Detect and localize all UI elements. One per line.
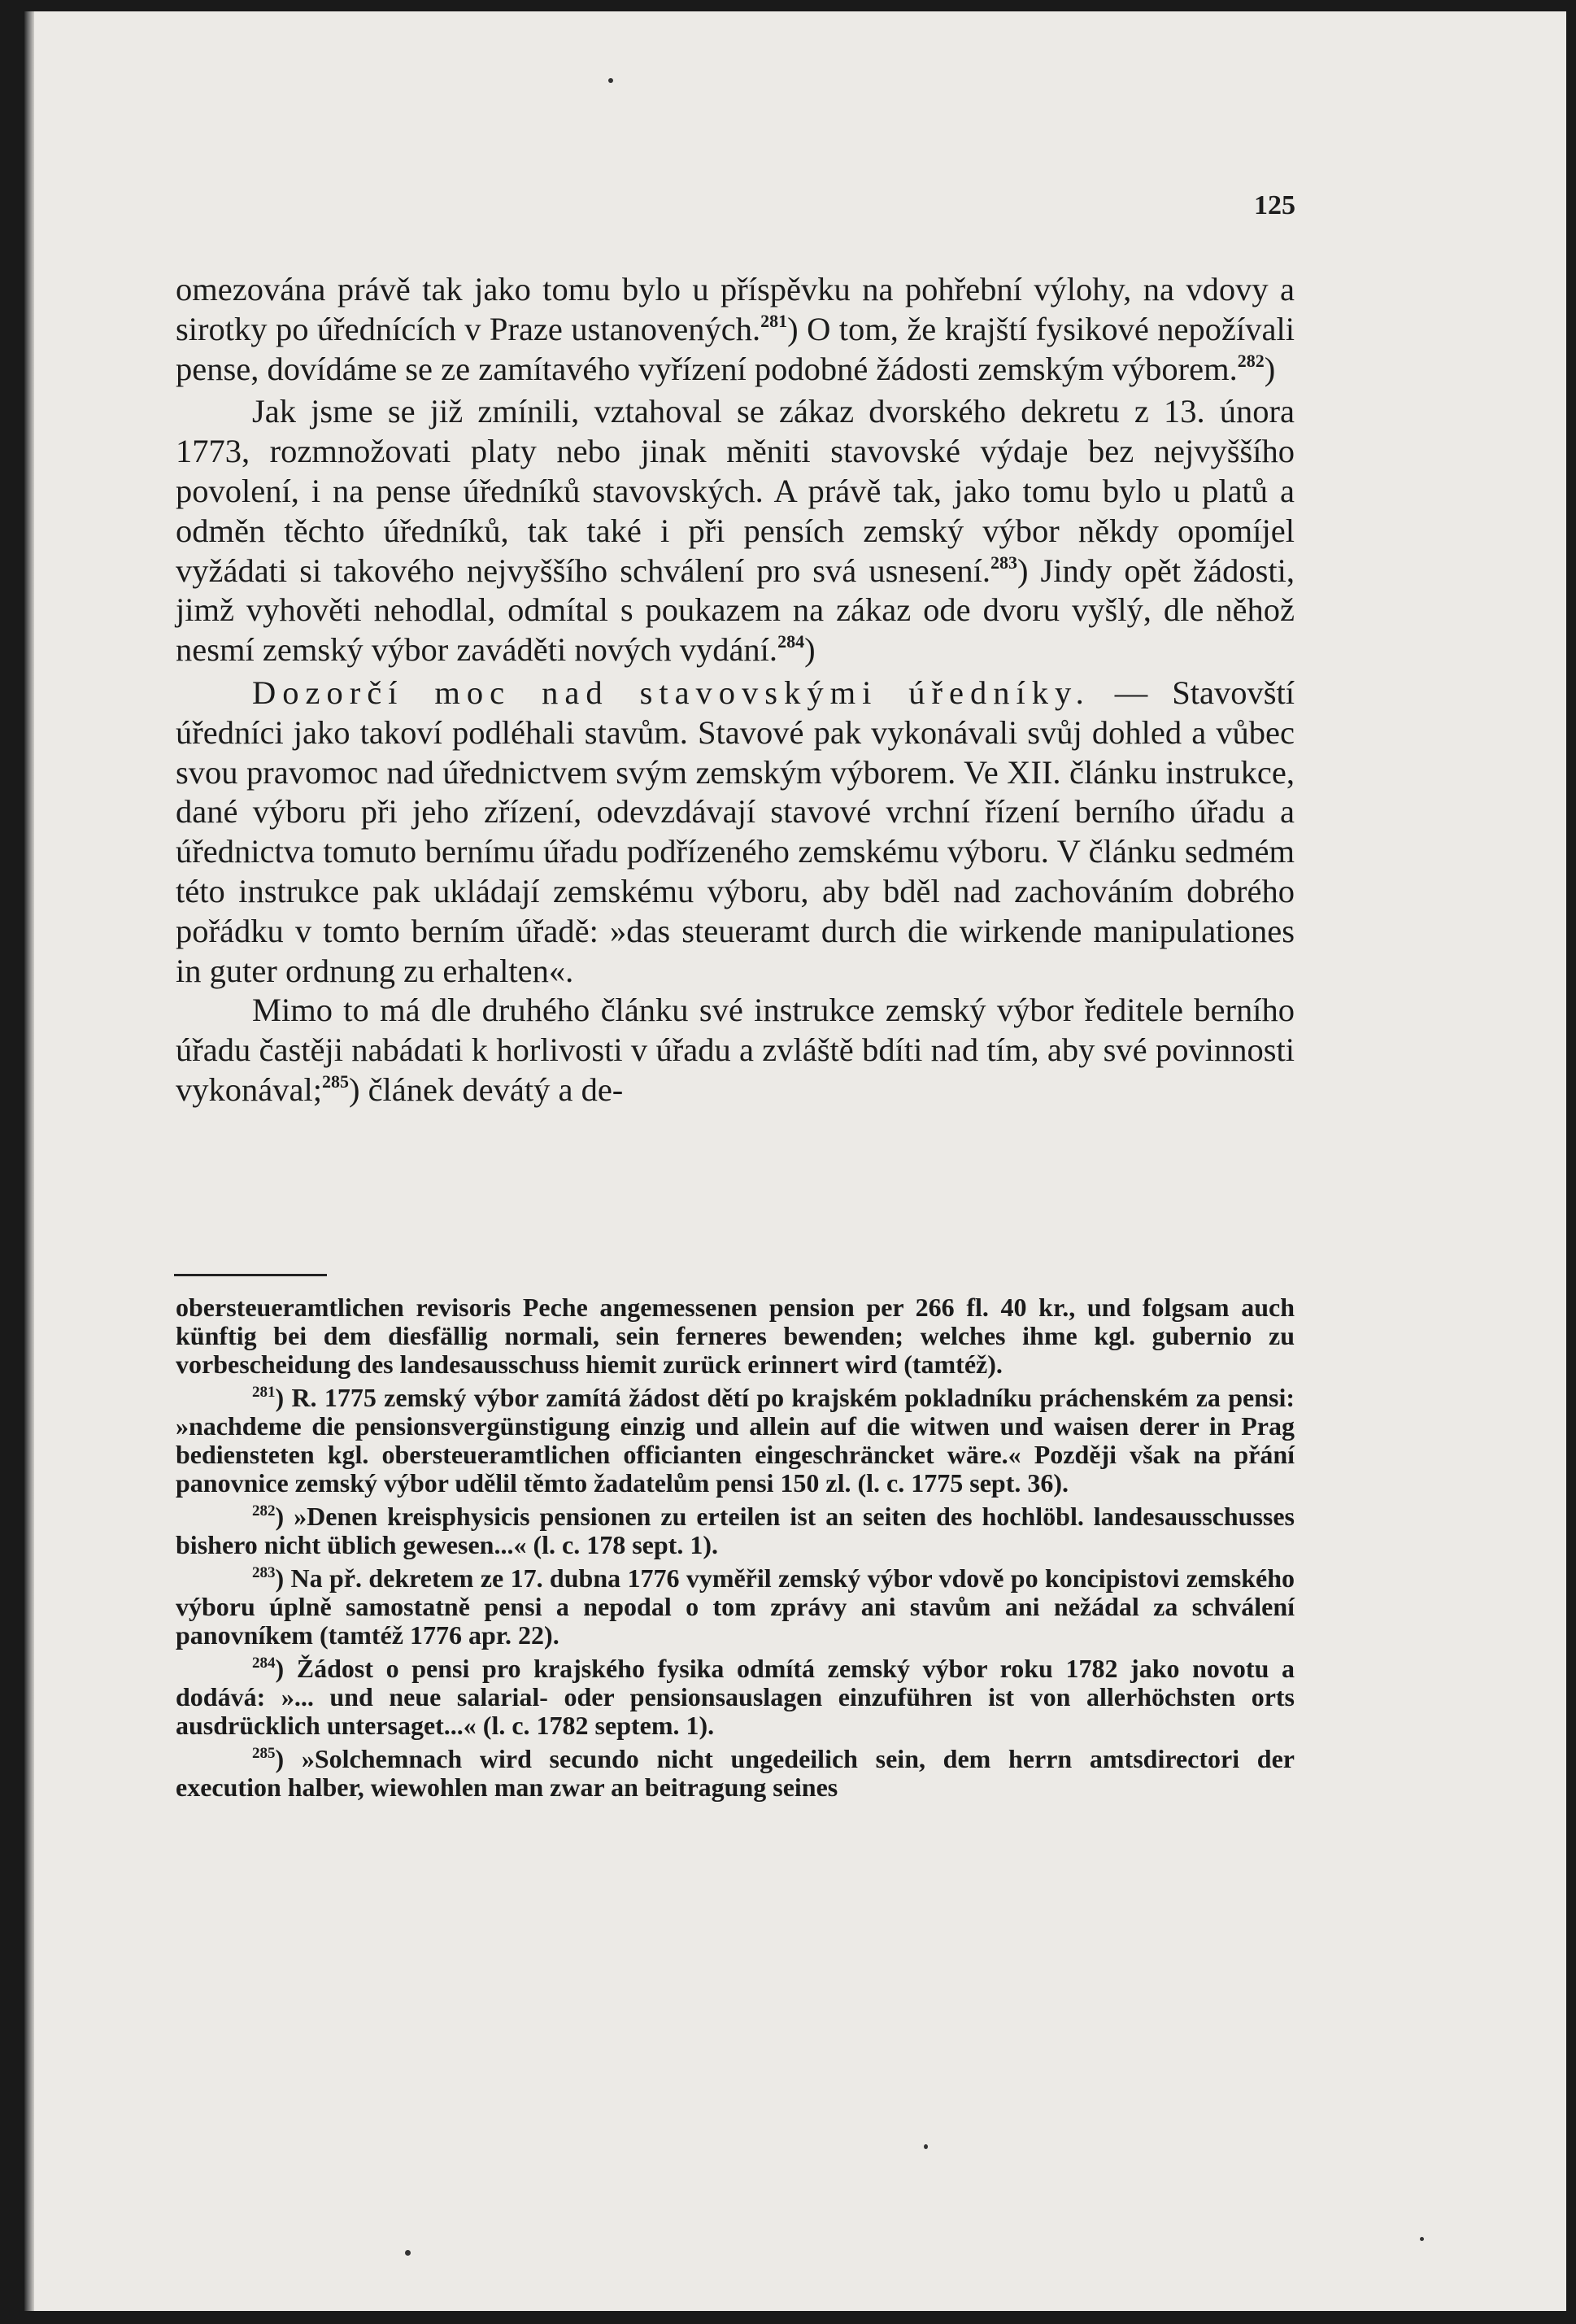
footnote-285: $^{285}$) »Solchemnach wird secundo nicht ungedeilich sein, dem herrn amtsdirectori der execution halber, wiewohlen man zwar an beitragung seines bbox=[176, 1744, 1295, 1802]
paper-speck bbox=[405, 2250, 411, 2256]
footnote-ref-283[interactable]: 283 bbox=[990, 552, 1017, 573]
paragraph-4: Mimo to má dle druhého článku své instrukce zemský výbor ředitele berního úřadu častěji nabádati k horlivosti v úřadu a zvláště bdíti nad tím, aby své povinnosti vykonával;$^{285}$) článek devátý a de- bbox=[176, 992, 1295, 1108]
footnote-separator bbox=[174, 1274, 327, 1276]
paper-speck bbox=[608, 78, 613, 83]
binding-shadow bbox=[24, 11, 34, 2311]
paper-speck bbox=[1420, 2237, 1424, 2241]
paragraph-1: omezována právě tak jako tomu bylo u příspěvku na pohřební výlohy, na vdovy a sirotky po úřednících v Praze ustanovených.$^{281}$) O tom, že krajští fysikové nepožívali pense, dovídáme se ze zamítavého vyřízení podobné žádosti zemským výborem.$^{282}$) bbox=[176, 271, 1295, 387]
footnote-281: $^{281}$) R. 1775 zemský výbor zamítá žádost dětí po krajském pokladníku práchenském za pensi: »nachdeme die pensionsvergünstigung einzig und allein auf die witwen und waisen derer in Prag bediensteten kgl. obersteueramtlichen officianten eingeschräncket wäre.« Později však na přání panovnice zemský výbor udělil těmto žadatelům pensi 150 zl. (l. c. 1775 sept. 36). bbox=[176, 1383, 1295, 1498]
footnote-283: $^{283}$) Na př. dekretem ze 17. dubna 1776 vyměřil zemský výbor vdově po koncipistovi zemského výboru úplně samostatně pensi a nepodal o tom zprávy ani stavům ani nežádal za schválení panovníkem (tamtéž 1776 apr. 22). bbox=[176, 1563, 1295, 1650]
footnote-ref-285[interactable]: 285 bbox=[321, 1070, 349, 1092]
footnote-ref-282[interactable]: 282 bbox=[1237, 350, 1265, 371]
footnote-ref-284[interactable]: 284 bbox=[777, 631, 805, 652]
footnote-ref-281[interactable]: 281 bbox=[760, 310, 788, 331]
main-text bbox=[176, 270, 1295, 1110]
footnote-continuation: obersteueramtlichen revisoris Peche angemessenen pension per 266 fl. 40 kr., und folgsam auch künftig bei dem diesfällig normali, sein ferneres bewenden; welches ihme kgl. gubernio zu vorbescheidung des landesausschuss hiemit zurück erinnert wird (tamtéž). bbox=[176, 1293, 1295, 1379]
paragraph-3: Dozorčí moc nad stavovskými úředníky. — Stavovští úředníci jako takoví podléhali stavům. Stavové pak vykonávali svůj dohled a vůbec svou pravomoc nad úřednictvem svým zemským výborem. Ve XII. článku instrukce, dané výboru při jeho zřízení, odevzdávají stavové vrchní řízení berního úřadu a úřednictva tomuto bernímu úřadu podřízeného zemskému výboru. V článku sedmém této instrukce pak ukládají zemskému výboru, aby bděl nad zachováním dobrého pořádku v tomto berním úřadě: »das steueramt durch die wirkende manipulationes in guter ordnung zu erhalten«. bbox=[176, 674, 1295, 989]
footnotes bbox=[176, 1293, 1295, 1807]
page-number: 125 bbox=[1254, 190, 1295, 220]
book-page bbox=[24, 11, 1566, 2311]
footnote-284: $^{284}$) Žádost o pensi pro krajského fysika odmítá zemský výbor roku 1782 jako novotu a dodává: »... und neue salarial- oder pensionsauslagen einzuführen ist von allerhöchsten orts ausdrücklich untersaget...« (l. c. 1782 septem. 1). bbox=[176, 1654, 1295, 1740]
section-heading: Dozorčí moc nad stavovskými úředníky. bbox=[252, 674, 1091, 711]
footnote-282: $^{282}$) »Denen kreisphysicis pensionen zu erteilen ist an seiten des hochlöbl. landesausschusses bishero nicht üblich gewesen...« (l. c. 178 sept. 1). bbox=[176, 1502, 1295, 1559]
paper-speck bbox=[924, 2144, 928, 2149]
paragraph-2: Jak jsme se již zmínili, vztahoval se zákaz dvorského dekretu z 13. února 1773, rozmnožovati platy nebo jinak měniti stavovské výdaje bez nejvyššího povolení, i na pense úředníků stavovských. A právě tak, jako tomu bylo u platů a odměn těchto úředníků, tak také i při pensích zemský výbor někdy opomíjel vyžádati si takového nejvyššího schválení pro svá usnesení.$^{283}$) Jindy opět žádosti, jimž vyhověti nehodlal, odmítal s poukazem na zákaz ode dvoru vyšlý, dle něhož nesmí zemský výbor zaváděti nových vydání.$^{284}$) bbox=[176, 393, 1295, 669]
